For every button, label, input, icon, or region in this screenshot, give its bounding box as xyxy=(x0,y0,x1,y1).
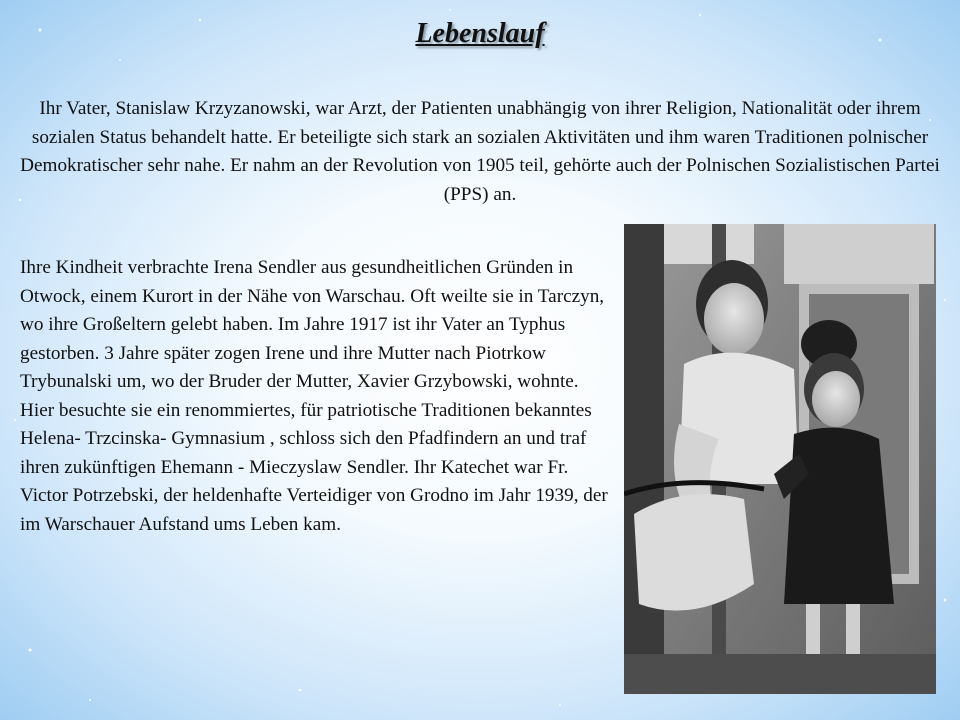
intro-paragraph: Ihr Vater, Stanislaw Krzyzanowski, war Arzt, der Patienten unabhängig von ihrer Religion, Nationalität oder ihrem sozialen Status behandelt hatte. Er beteiligte sich stark an sozialen Aktivitäten und ihm waren Traditionen polnischer Demokratischer sehr nahe. Er nahm an der Revolution von 1905 teil, gehörte auch der Polnischen Sozialistischen Partei (PPS) an. xyxy=(20,98,940,205)
childhood-paragraph: Ihre Kindheit verbrachte Irena Sendler aus gesundheitlichen Gründen in Otwock, einem Kurort in der Nähe von Warschau. Oft weilte sie in Tarczyn, wo ihre Großeltern gelebt haben. Im Jahre 1917 ist ihr Vater an Typhus gestorben. 3 Jahre später zogen Irene und ihre Mutter nach Piotrkow Trybunalski um, wo der Bruder der Mutter, Xavier Grzybowski, wohnte. xyxy=(20,257,605,392)
biography-text xyxy=(20,254,620,539)
historical-photo xyxy=(624,224,936,694)
slide-title: Lebenslauf xyxy=(415,18,545,49)
school-paragraph: Hier besuchte sie ein renommiertes, für patriotische Traditionen bekanntes Helena- Trzcinska- Gymnasium , schloss sich den Pfadfindern an und traf ihren zukünftigen Ehemann - Mieczyslaw Sendler. Ihr Katechet war Fr. Victor Potrzebski, der heldenhafte Verteidiger von Grodno im Jahr 1939, der im Warschauer Aufstand ums Leben kam. xyxy=(20,399,608,535)
